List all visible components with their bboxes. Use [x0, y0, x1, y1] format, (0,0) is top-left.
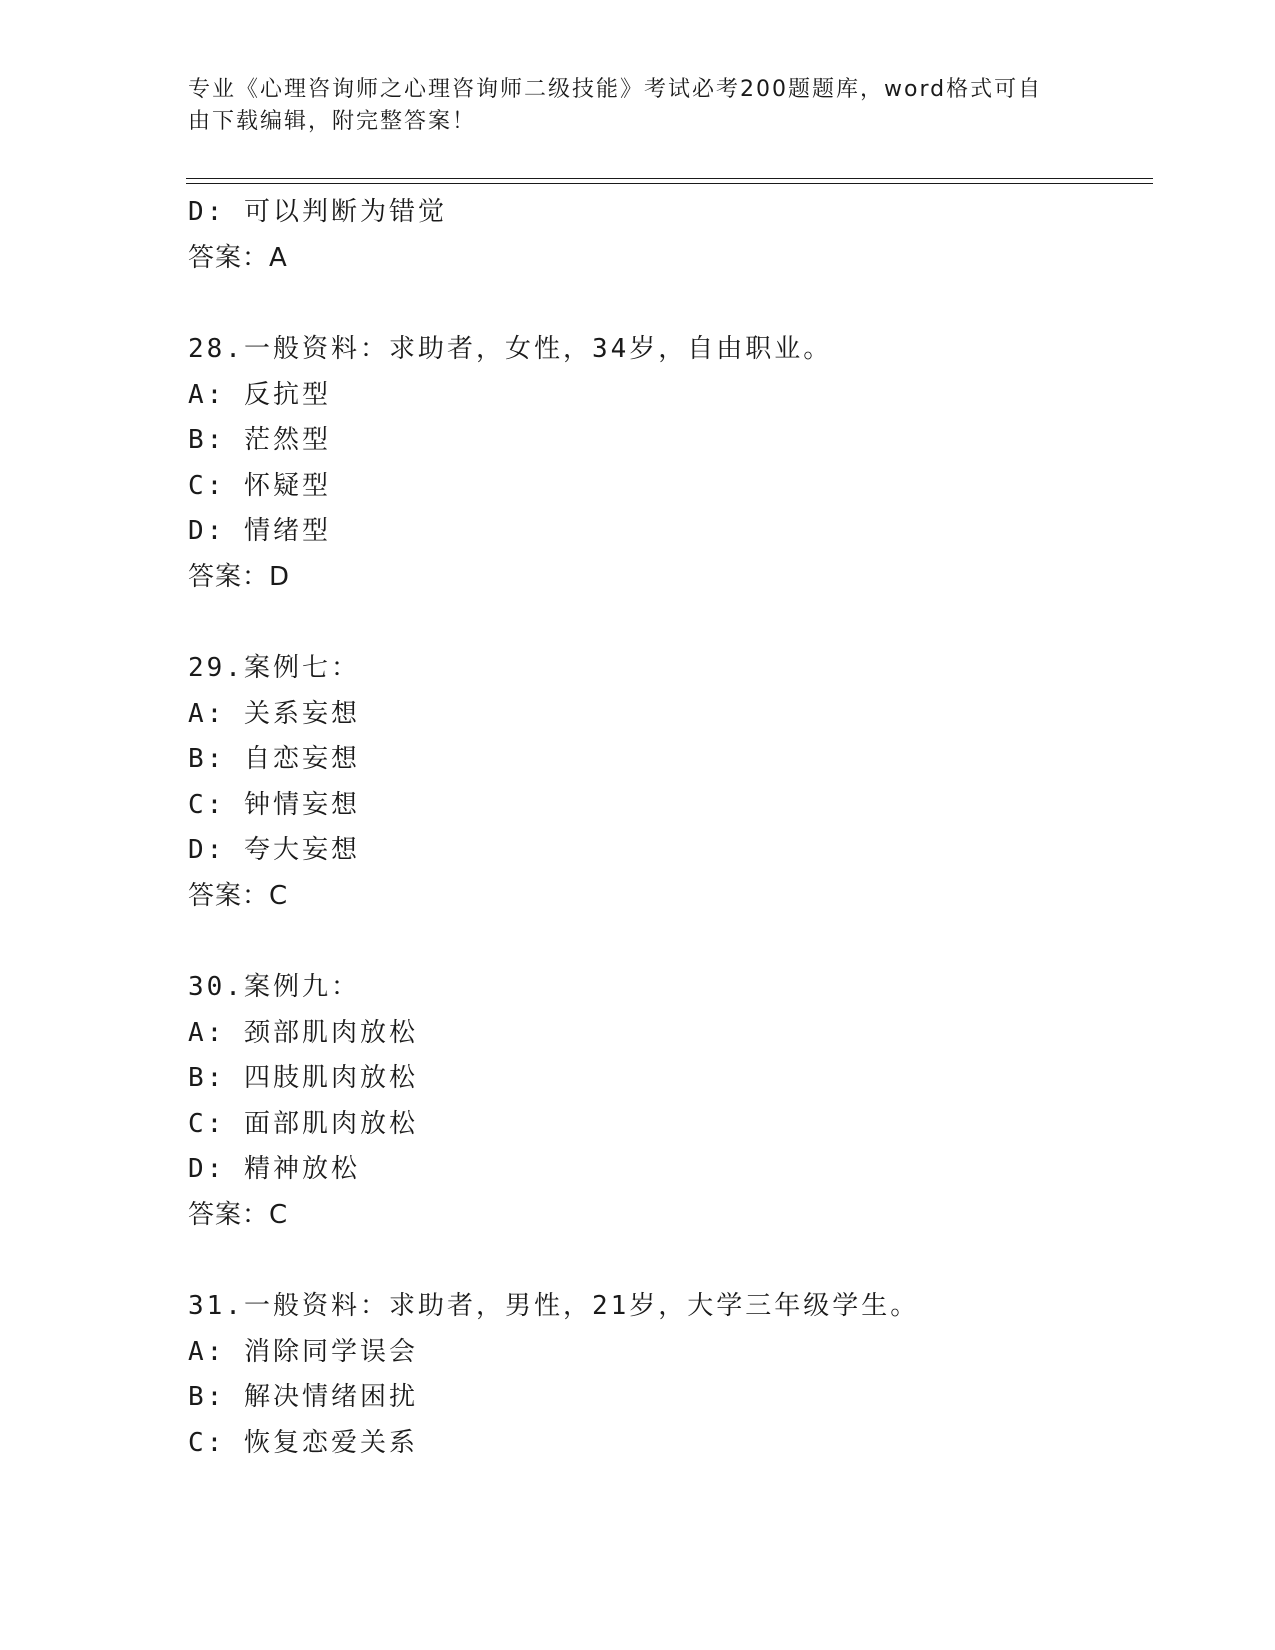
- header-rule-bottom: [186, 183, 1153, 184]
- question-stem: 30.案例九：: [188, 972, 360, 1002]
- option-d: D: 情绪型: [188, 516, 331, 546]
- option-c: C: 面部肌肉放松: [188, 1108, 418, 1139]
- option-b: B: 四肢肌肉放松: [188, 1063, 418, 1093]
- option-b: B: 解决情绪困扰: [188, 1382, 418, 1412]
- question-list: [188, 190, 1148, 1466]
- spacer: [188, 1238, 1148, 1284]
- option-b: B: 茫然型: [188, 425, 331, 455]
- option-d: D: 夸大妄想: [188, 835, 360, 865]
- option-c: C: 怀疑型: [188, 470, 331, 501]
- question-stem: 29.案例七：: [188, 653, 360, 683]
- option-a: A: 关系妄想: [188, 698, 360, 729]
- question-stem: 31.一般资料：求助者，男性，21岁，大学三年级学生。: [188, 1291, 920, 1321]
- option-a: A: 消除同学误会: [188, 1336, 418, 1367]
- spacer: [188, 919, 1148, 965]
- option-b: B: 自恋妄想: [188, 744, 360, 774]
- answer-line: 答案：C: [188, 1199, 289, 1230]
- header-line-1: 专业《心理咨询师之心理咨询师二级技能》考试必考200题题库，word格式可自: [188, 77, 1043, 102]
- answer-line: 答案：C: [188, 880, 289, 911]
- question-stem: 28.一般资料：求助者，女性，34岁，自由职业。: [188, 334, 833, 364]
- option-c: C: 钟情妄想: [188, 789, 360, 820]
- header-line-2: 由下载编辑，附完整答案！: [188, 109, 477, 134]
- answer-line: 答案：A: [188, 242, 288, 273]
- option-a: A: 反抗型: [188, 379, 331, 410]
- option-d: D: 可以判断为错觉: [188, 197, 447, 227]
- spacer: [188, 281, 1148, 327]
- answer-line: 答案：D: [188, 561, 291, 592]
- spacer: [188, 600, 1148, 646]
- header-rule-top: [186, 178, 1153, 179]
- page-header: [188, 74, 1068, 138]
- option-c: C: 恢复恋爱关系: [188, 1427, 418, 1458]
- option-d: D: 精神放松: [188, 1154, 360, 1184]
- option-a: A: 颈部肌肉放松: [188, 1017, 418, 1048]
